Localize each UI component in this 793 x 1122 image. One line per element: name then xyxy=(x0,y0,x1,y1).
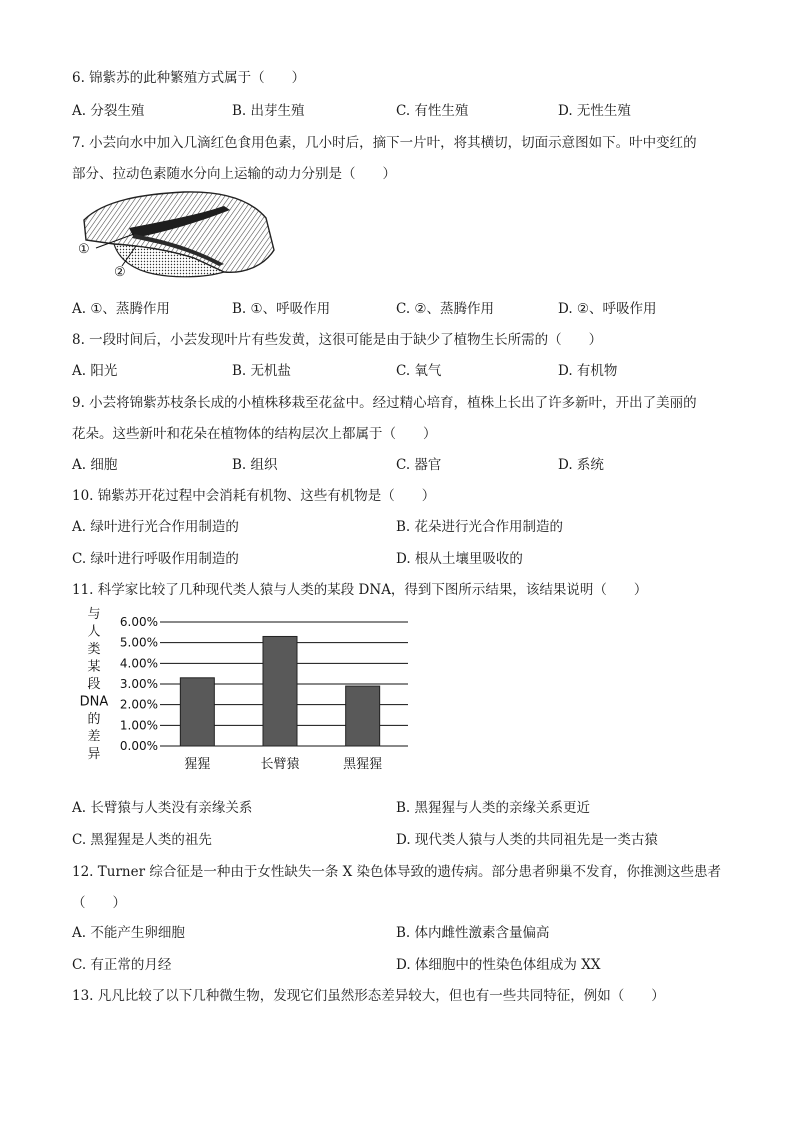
bar-2 xyxy=(346,686,380,746)
q12-option-c: C. 有正常的月经 xyxy=(72,957,172,973)
y-tick-label: 0.00% xyxy=(119,739,158,753)
chart-svg xyxy=(72,604,417,779)
x-category-label: 黑猩猩 xyxy=(343,757,383,772)
x-category-label: 猩猩 xyxy=(184,757,211,772)
q7-option-b: B. ①、呼吸作用 xyxy=(232,301,331,317)
leaf-cross-section-figure xyxy=(74,188,280,280)
y-axis-label-char: 与 xyxy=(87,607,101,622)
y-axis-label-char: 某 xyxy=(87,659,101,675)
y-tick-label: 2.00% xyxy=(119,697,158,712)
figure-label-1: ① xyxy=(78,242,90,257)
q12-option-a: A. 不能产生卵细胞 xyxy=(72,925,185,941)
q10-stem: 10. 锦紫苏开花过程中会消耗有机物、这些有机物是（ ） xyxy=(72,488,436,504)
q13-stem: 13. 凡凡比较了以下几种微生物，发现它们虽然形态差异较大，但也有一些共同特征，例如（ ） xyxy=(72,988,665,1004)
q12-option-d: D. 体细胞中的性染色体组成为 XX xyxy=(396,957,601,973)
q6-option-c: C. 有性生殖 xyxy=(396,103,469,119)
q10-option-d: D. 根从土壤里吸收的 xyxy=(396,551,523,567)
q8-option-d: D. 有机物 xyxy=(558,363,618,379)
q6-option-d: D. 无性生殖 xyxy=(558,103,631,119)
y-tick-label: 4.00% xyxy=(119,656,158,671)
q8-stem: 8. 一段时间后，小芸发现叶片有些发黄，这很可能是由于缺少了植物生长所需的（ ） xyxy=(72,332,603,348)
q9-option-b: B. 组织 xyxy=(232,457,278,473)
q11-option-d: D. 现代类人猿与人类的共同祖先是一类古猿 xyxy=(396,832,658,848)
q6-option-b: B. 出芽生殖 xyxy=(232,103,305,119)
q11-option-a: A. 长臂猿与人类没有亲缘关系 xyxy=(72,800,253,816)
q6-stem: 6. 锦紫苏的此种繁殖方式属于（ ） xyxy=(72,70,306,86)
q8-option-a: A. 阳光 xyxy=(72,363,118,379)
q12-stem-line1: 12. Turner 综合征是一种由于女性缺失一条 X 染色体导致的遗传病。部分患者卵巢不发育，你推测这些患者 xyxy=(72,864,722,880)
q10-option-c: C. 绿叶进行呼吸作用制造的 xyxy=(72,551,239,567)
y-axis-label-char: 的 xyxy=(87,712,101,727)
bar-1 xyxy=(263,636,297,746)
x-category-label: 长臂猿 xyxy=(260,757,300,772)
q9-stem-line2: 花朵。这些新叶和花朵在植物体的结构层次上都属于（ ） xyxy=(72,426,437,442)
q7-stem-line1: 7. 小芸向水中加入几滴红色食用色素，几小时后，摘下一片叶，将其横切，切面示意图如下。叶中变红的 xyxy=(72,135,697,151)
y-axis-label-char: DNA xyxy=(79,694,109,710)
y-tick-label: 3.00% xyxy=(119,677,158,691)
y-axis-label-char: 异 xyxy=(87,747,101,762)
q8-option-c: C. 氧气 xyxy=(396,363,442,379)
figure-label-2: ② xyxy=(114,265,126,280)
y-tick-label: 1.00% xyxy=(119,718,158,733)
q9-option-a: A. 细胞 xyxy=(72,457,118,473)
q7-option-a: A. ①、蒸腾作用 xyxy=(72,301,170,317)
y-axis-label-char: 类 xyxy=(87,642,101,657)
q7-stem-line2: 部分、拉动色素随水分向上运输的动力分别是（ ） xyxy=(72,166,396,182)
y-tick-label: 6.00% xyxy=(119,615,158,629)
q12-stem-line2: （ ） xyxy=(72,895,126,911)
q10-option-a: A. 绿叶进行光合作用制造的 xyxy=(72,519,239,535)
q7-option-c: C. ②、蒸腾作用 xyxy=(396,301,495,317)
dna-difference-chart xyxy=(72,604,417,779)
q6-option-a: A. 分裂生殖 xyxy=(72,103,145,119)
q9-stem-line1: 9. 小芸将锦紫苏枝条长成的小植株移栽至花盆中。经过精心培育，植株上长出了许多新叶，开出了美丽的 xyxy=(72,395,697,411)
q7-option-d: D. ②、呼吸作用 xyxy=(558,301,657,317)
q9-option-d: D. 系统 xyxy=(558,457,604,473)
q12-option-b: B. 体内雌性激素含量偏高 xyxy=(396,925,550,941)
q10-option-b: B. 花朵进行光合作用制造的 xyxy=(396,519,564,535)
q11-option-c: C. 黑猩猩是人类的祖先 xyxy=(72,832,212,848)
q9-option-c: C. 器官 xyxy=(396,457,442,473)
q11-stem: 11. 科学家比较了几种现代类人猿与人类的某段 DNA，得到下图所示结果，该结果说明（ ） xyxy=(72,582,648,598)
q8-option-b: B. 无机盐 xyxy=(232,363,292,379)
y-axis-label-char: 人 xyxy=(87,624,101,640)
y-axis-label-char: 差 xyxy=(87,729,101,745)
bar-0 xyxy=(180,678,214,746)
y-tick-label: 5.00% xyxy=(119,635,158,650)
q11-option-b: B. 黑猩猩与人类的亲缘关系更近 xyxy=(396,800,591,816)
y-axis-label-char: 段 xyxy=(87,677,101,692)
